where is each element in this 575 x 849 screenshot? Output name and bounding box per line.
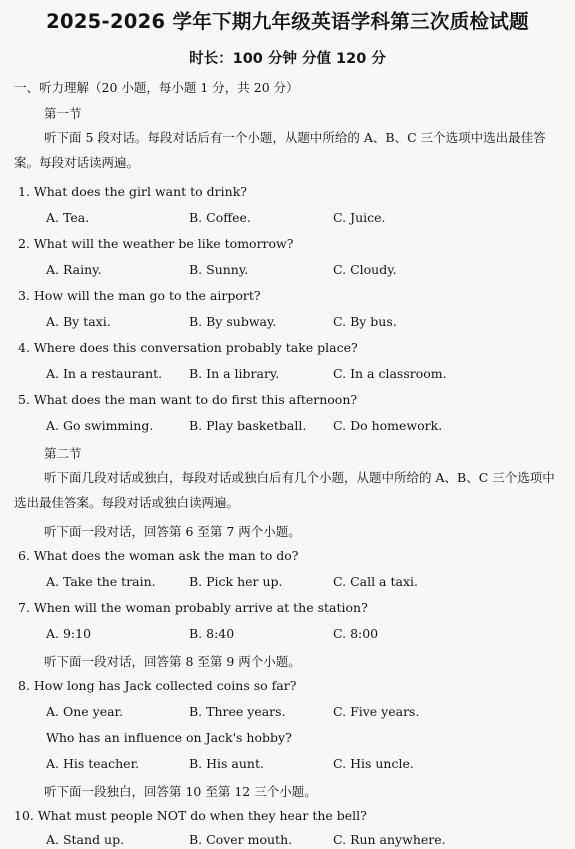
option-c: C. Do homework. — [333, 418, 443, 433]
option-a: A. Take the train. — [46, 574, 156, 589]
option-c: C. Cloudy. — [333, 262, 397, 277]
listening-note: 听下面一段对话，回答第 8 至第 9 两个小题。 — [44, 654, 301, 669]
option-c: C. 8:00 — [333, 626, 379, 641]
part-label: 第一节 — [44, 106, 82, 121]
option-a: A. 9:10 — [46, 626, 92, 641]
question-text: 4. Where does this conversation probably take place? — [18, 340, 358, 355]
option-b: B. By subway. — [189, 314, 277, 329]
option-b: B. His aunt. — [189, 756, 264, 771]
question-text: 1. What does the girl want to drink? — [18, 184, 247, 199]
option-c: C. Run anywhere. — [333, 832, 446, 847]
option-a: A. One year. — [46, 704, 124, 719]
option-b: B. Three years. — [189, 704, 286, 719]
question-text: 7. When will the woman probably arrive at the station? — [18, 600, 368, 615]
option-b: B. Sunny. — [189, 262, 249, 277]
option-c: C. By bus. — [333, 314, 397, 329]
question-text: 6. What does the woman ask the man to do? — [18, 548, 299, 563]
option-a: A. Tea. — [46, 210, 90, 225]
option-c: C. Juice. — [333, 210, 386, 225]
question-text: 3. How will the man go to the airport? — [18, 288, 261, 303]
option-c: C. His uncle. — [333, 756, 414, 771]
option-a: A. By taxi. — [46, 314, 111, 329]
option-b: B. Cover mouth. — [189, 832, 293, 847]
option-b: B. 8:40 — [189, 626, 235, 641]
section-heading: 一、听力理解（20 小题，每小题 1 分，共 20 分） — [14, 80, 299, 95]
part-label: 第二节 — [44, 446, 82, 461]
option-a: A. Rainy. — [46, 262, 102, 277]
option-b: B. Pick her up. — [189, 574, 283, 589]
option-a: A. In a restaurant. — [46, 366, 163, 381]
part-instructions: 听下面几段对话或独白，每段对话或独白后有几个小题，从题中所给的 A、B、C 三个选项中选出最佳答案。每段对话或独白读两遍。 — [14, 470, 555, 510]
question-text: 5. What does the man want to do first this afternoon? — [18, 392, 358, 407]
option-b: B. Coffee. — [189, 210, 251, 225]
question-text: 10. What must people NOT do when they hear the bell? — [14, 808, 367, 823]
question-text: 8. How long has Jack collected coins so far? — [18, 678, 297, 693]
option-b: B. In a library. — [189, 366, 280, 381]
option-b: B. Play basketball. — [189, 418, 307, 433]
option-c: C. Five years. — [333, 704, 420, 719]
page-subtitle: 时长：100 分钟 分值 120 分 — [189, 51, 386, 67]
option-a: A. Stand up. — [46, 832, 125, 847]
question-text: 2. What will the weather be like tomorrow? — [18, 236, 294, 251]
option-c: C. Call a taxi. — [333, 574, 418, 589]
listening-note: 听下面一段对话，回答第 6 至第 7 两个小题。 — [44, 524, 301, 539]
listening-note: 听下面一段独白，回答第 10 至第 12 三个小题。 — [44, 784, 317, 799]
option-a: A. Go swimming. — [46, 418, 154, 433]
part-instructions: 听下面 5 段对话。每段对话后有一个小题，从题中所给的 A、B、C 三个选项中选出最佳答案。每段对话读两遍。 — [14, 130, 546, 170]
option-c: C. In a classroom. — [333, 366, 447, 381]
option-a: A. His teacher. — [46, 756, 140, 771]
page-title: 2025-2026 学年下期九年级英语学科第三次质检试题 — [46, 10, 529, 33]
question-text: Who has an influence on Jack's hobby? — [46, 730, 292, 745]
